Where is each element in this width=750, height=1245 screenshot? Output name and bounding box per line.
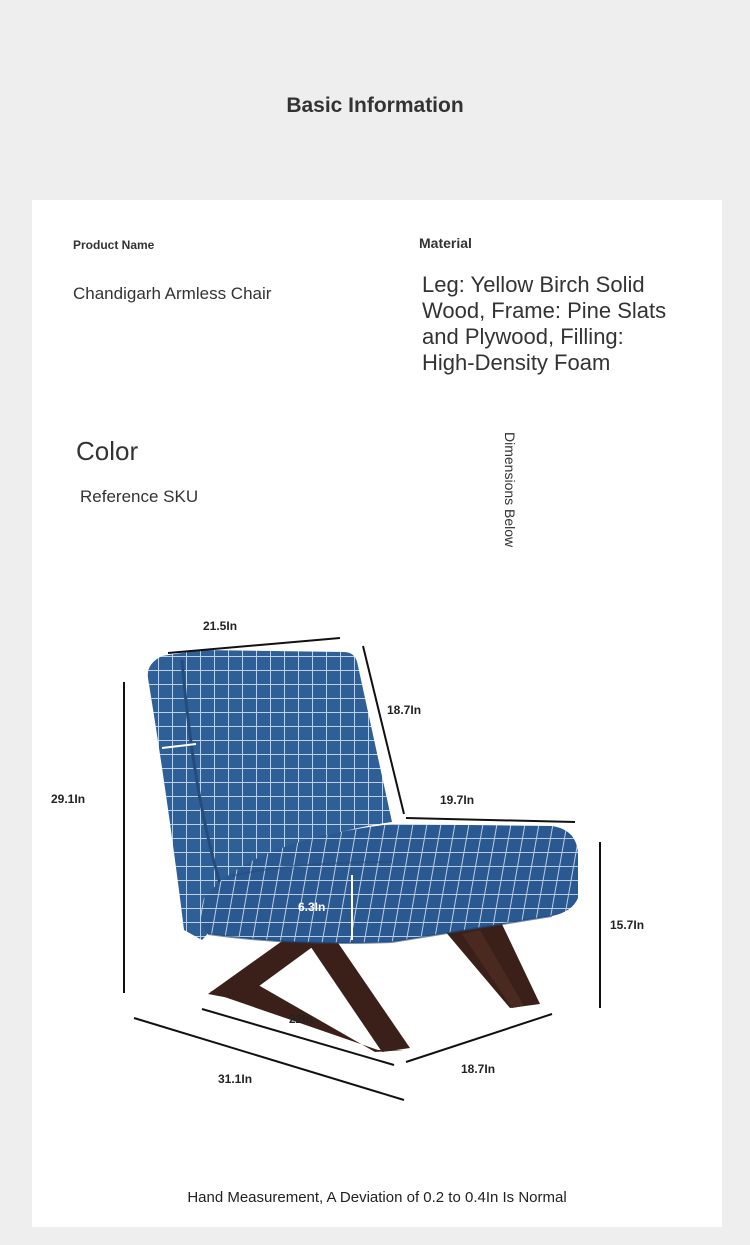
- dim-total-height: 29.1In: [51, 792, 86, 806]
- reference-sku-label: Reference SKU: [80, 487, 199, 506]
- dim-back-height: 18.7In: [387, 703, 422, 717]
- dimensions-below-note: Dimensions Below: [502, 432, 518, 548]
- material-value: Leg: Yellow Birch Solid Wood, Frame: Pine Slats and Plywood, Filling: High-Density Foam: [422, 272, 667, 375]
- dim-back-width: 21.5In: [203, 619, 238, 633]
- chair-illustration: [32, 600, 722, 1120]
- chair-dimension-figure: [32, 600, 722, 1120]
- dim-cushion-thickness: 6.3In: [298, 900, 326, 914]
- product-name-label: Product Name: [73, 238, 155, 252]
- dim-seat-height: 15.7In: [610, 918, 645, 932]
- product-name-value: Chandigarh Armless Chair: [73, 284, 272, 303]
- page-title: Basic Information: [286, 94, 464, 117]
- info-card: [32, 200, 722, 1227]
- dim-seat-depth: 19.7In: [440, 793, 475, 807]
- color-label: Color: [76, 436, 139, 466]
- material-label: Material: [419, 235, 472, 251]
- dim-base-width: 18.7In: [461, 1062, 496, 1076]
- measurement-note: Hand Measurement, A Deviation of 0.2 to 0.4In Is Normal: [187, 1189, 567, 1206]
- dim-total-depth: 31.1In: [218, 1072, 253, 1086]
- dim-base-length: 22In: [289, 1012, 314, 1026]
